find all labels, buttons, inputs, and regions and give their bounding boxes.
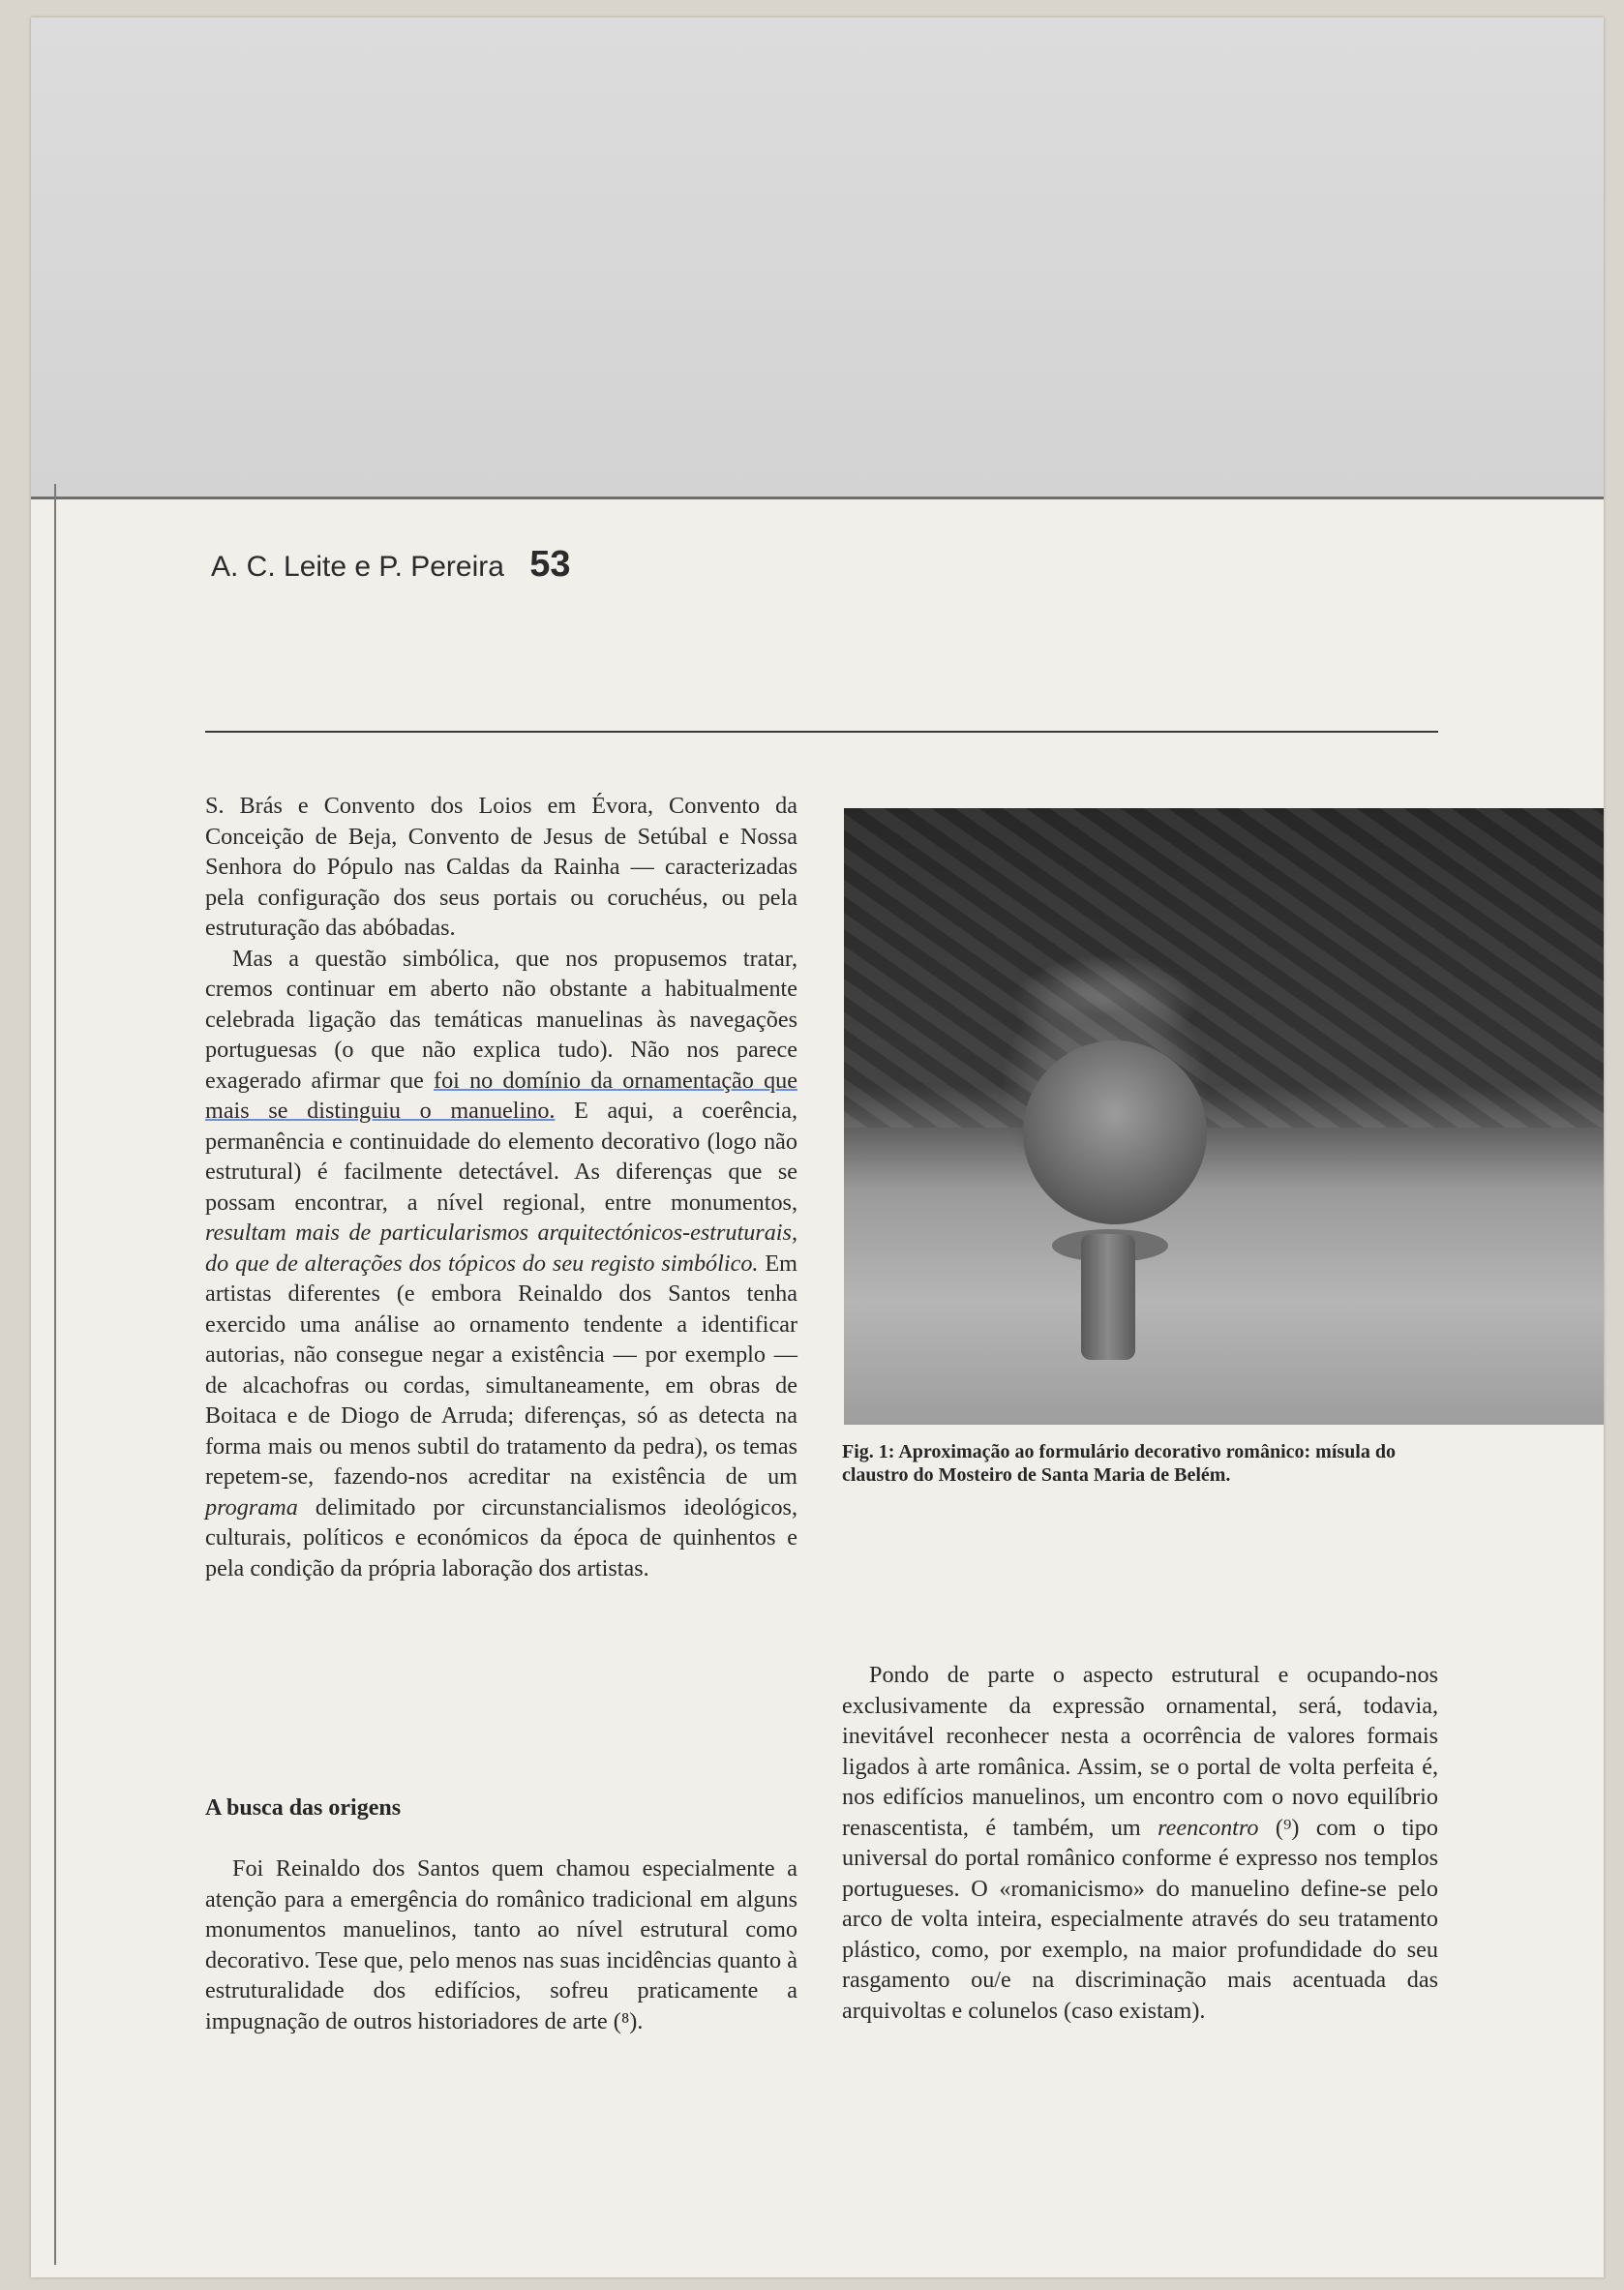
header-authors: A. C. Leite e P. Pereira	[211, 551, 504, 583]
paragraph-1: S. Brás e Convento dos Loios em Évora, Convento da Conceição de Beja, Convento de Jesus de Setúbal e Nossa Senhora do Pópulo nas Caldas da Rainha — caracterizadas pela configuração dos seus portais ou coruchéus, ou pela estruturação das abóbadas.	[205, 793, 797, 941]
right-paragraph	[842, 1660, 1438, 2026]
figure-caption	[842, 1440, 1442, 1487]
photo-corbel-bowl	[1023, 1040, 1207, 1224]
page-number: 53	[529, 544, 571, 585]
page-edge-line	[54, 484, 56, 2265]
right-paragraph-start: Pondo de parte o aspecto estrutural e ocupando-nos exclusivamente da expressão ornamental, será, todavia, inevitável reconhecer nesta a ocorrência de valores formais ligados à arte românica. Assim, se o portal de volta perfeita é, nos edifícios manuelinos, um encontro com o novo equilíbrio renascentista, é também, um	[842, 1662, 1438, 1841]
caption-label: Fig. 1:	[842, 1441, 895, 1462]
paragraph-2-italic-1: resultam mais de particularismos arquitectónicos-estruturais, do que de alterações dos tópicos do seu registo simbólico.	[205, 1220, 797, 1277]
paragraph-2-after-italic: Em artistas diferentes (e embora Reinaldo dos Santos tenha exercido uma análise ao ornamento tendente a identificar autorias, não consegue negar a existência — por exemplo — de alcachofras ou cordas, simultaneamente, em obras de Boitaca e de Diogo de Arruda; diferenças, só as detecta na forma mais ou menos subtil do tratamento da pedra), os temas repetem-se, fazendo-nos acreditar na existência de um	[205, 1250, 797, 1490]
left-column-top	[205, 791, 797, 1583]
right-column	[842, 1660, 1438, 2026]
caption-text: Aproximação ao formulário decorativo românico: mísula do claustro do Mosteiro de Santa Maria de Belém.	[842, 1441, 1396, 1486]
figure-photo	[844, 808, 1604, 1425]
section-heading: A busca das origens	[205, 1795, 402, 1821]
grey-cover-strip	[31, 17, 1604, 499]
right-paragraph-end: (⁹) com o tipo universal do portal românico conforme é expresso nos templos portugueses. O «romanicismo» do manuelino define-se pelo arco de volta inteira, especialmente através do seu tratamento plástico, como, por exemplo, na maior profundidade do seu rasgamento ou/e na discriminação mais acentuada das arquivoltas e colunelos (caso existam).	[842, 1814, 1438, 2024]
right-paragraph-italic: reencontro	[1158, 1814, 1259, 1841]
paragraph-2	[205, 944, 797, 1584]
photo-foliage-texture	[844, 808, 1604, 1128]
photo-corbel-stem	[1081, 1234, 1135, 1360]
paragraph-2-end: delimitado por circunstancialismos ideológicos, culturais, políticos e económicos da época de quinhentos e pela condição da própria laboração dos artistas.	[205, 1493, 797, 1582]
header-rule	[205, 731, 1438, 733]
running-header	[211, 544, 571, 586]
left-column-bottom	[205, 1853, 797, 2036]
paragraph-2-start: Mas a questão simbólica, que nos propusemos tratar, cremos continuar em aberto não obstante a habitualmente celebrada ligação das temáticas manuelinas às navegações portuguesas (o que não explica tudo). Não nos parece exagerado afirmar que	[205, 945, 797, 1094]
pen-underlined-phrase: foi no domínio da ornamentação que mais se distinguiu o manuelino.	[205, 1067, 797, 1124]
paragraph-3: Foi Reinaldo dos Santos quem chamou especialmente a atenção para a emergência do românico tradicional em alguns monumentos manuelinos, tanto ao nível estrutural como decorativo. Tese que, pelo menos nas suas incidências quanto à estruturalidade dos edifícios, sofreu praticamente a impugnação de outros historiadores de arte (⁸).	[205, 1855, 797, 2034]
paragraph-2-middle: E aqui, a coerência, permanência e continuidade do elemento decorativo (logo não estrutural) é facilmente detectável. As diferenças que se possam encontrar, a nível regional, entre monumentos,	[205, 1098, 797, 1216]
paragraph-2-italic-2: programa	[205, 1493, 298, 1521]
